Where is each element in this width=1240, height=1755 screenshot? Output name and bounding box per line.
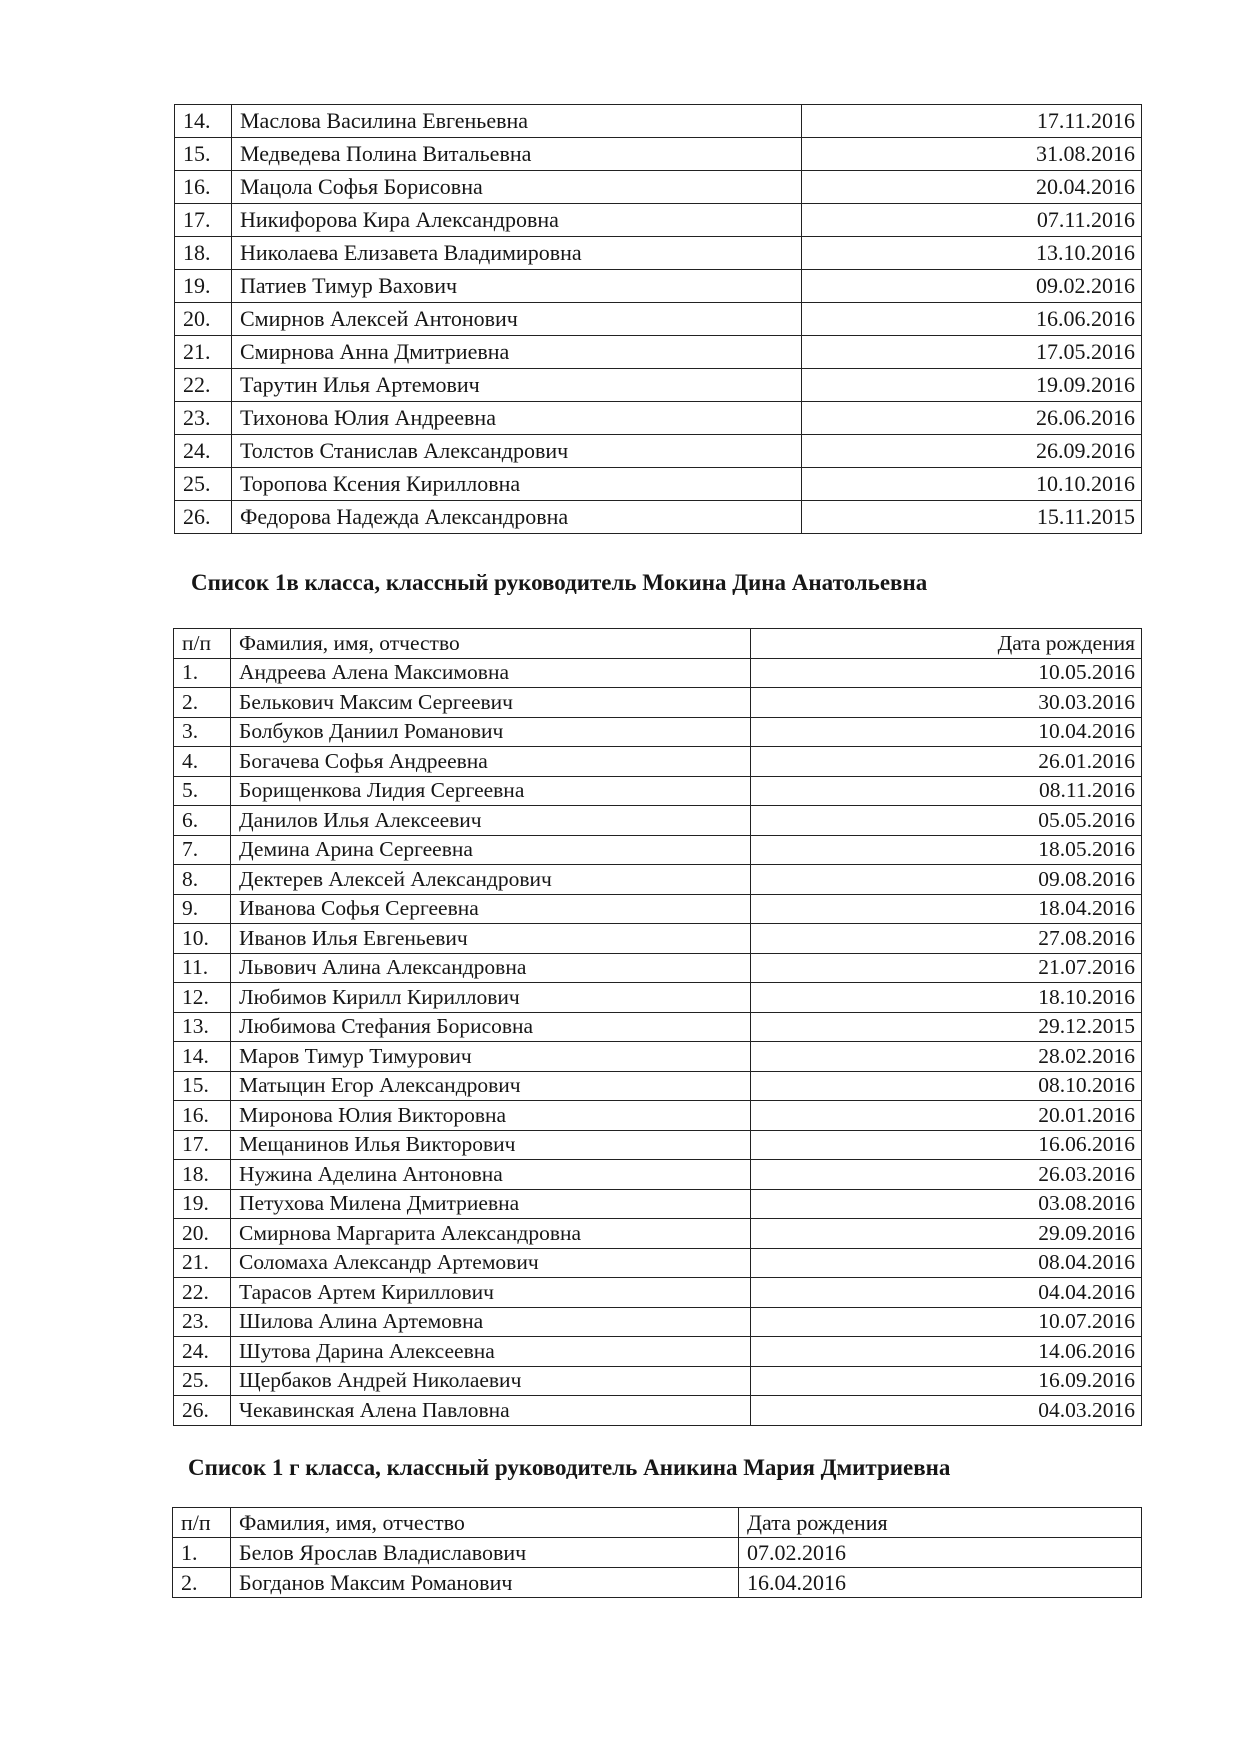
student-name: Иванов Илья Евгеньевич	[231, 924, 751, 954]
row-number: 17.	[175, 204, 232, 237]
birth-date: 18.05.2016	[751, 835, 1142, 865]
row-number: 18.	[175, 237, 232, 270]
birth-date: 19.09.2016	[802, 369, 1142, 402]
table-row	[174, 658, 1142, 688]
column-header-num: п/п	[173, 1508, 231, 1538]
birth-date: 04.03.2016	[751, 1396, 1142, 1426]
birth-date: 30.03.2016	[751, 688, 1142, 718]
birth-date: 05.05.2016	[751, 806, 1142, 836]
table-row	[174, 776, 1142, 806]
student-name: Николаева Елизавета Владимировна	[232, 237, 802, 270]
class-1b-table-continued	[174, 104, 1142, 534]
row-number: 19.	[174, 1189, 231, 1219]
row-number: 25.	[175, 468, 232, 501]
birth-date: 16.06.2016	[802, 303, 1142, 336]
birth-date: 27.08.2016	[751, 924, 1142, 954]
birth-date: 26.09.2016	[802, 435, 1142, 468]
birth-date: 10.05.2016	[751, 658, 1142, 688]
table-row	[174, 806, 1142, 836]
table-row	[174, 1042, 1142, 1072]
student-name: Любимов Кирилл Кириллович	[231, 983, 751, 1013]
birth-date: 07.11.2016	[802, 204, 1142, 237]
table-row	[174, 1189, 1142, 1219]
birth-date: 16.04.2016	[739, 1568, 1142, 1598]
table-row	[175, 369, 1142, 402]
row-number: 22.	[174, 1278, 231, 1308]
birth-date: 18.10.2016	[751, 983, 1142, 1013]
student-name: Богданов Максим Романович	[231, 1568, 739, 1598]
row-number: 5.	[174, 776, 231, 806]
row-number: 15.	[175, 138, 232, 171]
table-row	[175, 237, 1142, 270]
birth-date: 09.02.2016	[802, 270, 1142, 303]
birth-date: 26.03.2016	[751, 1160, 1142, 1190]
student-name: Богачева Софья Андреевна	[231, 747, 751, 777]
row-number: 21.	[175, 336, 232, 369]
table-row	[174, 1396, 1142, 1426]
birth-date: 26.06.2016	[802, 402, 1142, 435]
row-number: 23.	[175, 402, 232, 435]
table-row	[175, 138, 1142, 171]
row-number: 22.	[175, 369, 232, 402]
class-1v-table-body	[174, 658, 1142, 1425]
row-number: 20.	[174, 1219, 231, 1249]
student-name: Шилова Алина Артемовна	[231, 1307, 751, 1337]
student-name: Петухова Милена Дмитриевна	[231, 1189, 751, 1219]
birth-date: 15.11.2015	[802, 501, 1142, 534]
table-row	[174, 865, 1142, 895]
table-row	[174, 1101, 1142, 1131]
column-header-dob: Дата рождения	[751, 629, 1142, 659]
table-row	[174, 1130, 1142, 1160]
student-name: Дектерев Алексей Александрович	[231, 865, 751, 895]
row-number: 23.	[174, 1307, 231, 1337]
table-row	[175, 204, 1142, 237]
student-name: Тарутин Илья Артемович	[232, 369, 802, 402]
column-header-dob: Дата рождения	[739, 1508, 1142, 1538]
table-row	[175, 303, 1142, 336]
student-name: Мацола Софья Борисовна	[232, 171, 802, 204]
row-number: 1.	[174, 658, 231, 688]
table-row	[174, 894, 1142, 924]
birth-date: 10.10.2016	[802, 468, 1142, 501]
birth-date: 20.01.2016	[751, 1101, 1142, 1131]
student-name: Данилов Илья Алексеевич	[231, 806, 751, 836]
row-number: 2.	[173, 1568, 231, 1598]
table-row	[174, 1071, 1142, 1101]
birth-date: 08.11.2016	[751, 776, 1142, 806]
student-name: Нужина Аделина Антоновна	[231, 1160, 751, 1190]
table-row	[174, 688, 1142, 718]
class-1v-table	[173, 628, 1142, 1426]
birth-date: 14.06.2016	[751, 1337, 1142, 1367]
birth-date: 31.08.2016	[802, 138, 1142, 171]
row-number: 26.	[175, 501, 232, 534]
table-row	[174, 953, 1142, 983]
table-row	[174, 924, 1142, 954]
row-number: 24.	[174, 1337, 231, 1367]
row-number: 9.	[174, 894, 231, 924]
birth-date: 16.06.2016	[751, 1130, 1142, 1160]
table-row	[174, 1219, 1142, 1249]
birth-date: 04.04.2016	[751, 1278, 1142, 1308]
birth-date: 17.05.2016	[802, 336, 1142, 369]
student-name: Миронова Юлия Викторовна	[231, 1101, 751, 1131]
table-row	[175, 501, 1142, 534]
row-number: 14.	[174, 1042, 231, 1072]
column-header-name: Фамилия, имя, отчество	[231, 629, 751, 659]
student-name: Тихонова Юлия Андреевна	[232, 402, 802, 435]
student-name: Белькович Максим Сергеевич	[231, 688, 751, 718]
student-name: Медведева Полина Витальевна	[232, 138, 802, 171]
row-number: 11.	[174, 953, 231, 983]
row-number: 6.	[174, 806, 231, 836]
row-number: 24.	[175, 435, 232, 468]
table-row	[173, 1538, 1142, 1568]
row-number: 2.	[174, 688, 231, 718]
table-row	[175, 336, 1142, 369]
student-name: Щербаков Андрей Николаевич	[231, 1366, 751, 1396]
class-1g-table-body	[173, 1538, 1142, 1598]
column-header-name: Фамилия, имя, отчество	[231, 1508, 739, 1538]
table-row	[174, 1337, 1142, 1367]
birth-date: 17.11.2016	[802, 105, 1142, 138]
student-name: Мещанинов Илья Викторович	[231, 1130, 751, 1160]
table-header-row	[174, 629, 1142, 659]
student-name: Шутова Дарина Алексеевна	[231, 1337, 751, 1367]
student-name: Борищенкова Лидия Сергеевна	[231, 776, 751, 806]
table-row	[174, 835, 1142, 865]
table-row	[175, 270, 1142, 303]
student-name: Смирнова Анна Дмитриевна	[232, 336, 802, 369]
student-name: Патиев Тимур Вахович	[232, 270, 802, 303]
table-row	[174, 747, 1142, 777]
row-number: 3.	[174, 717, 231, 747]
student-name: Тарасов Артем Кириллович	[231, 1278, 751, 1308]
row-number: 8.	[174, 865, 231, 895]
table-row	[174, 717, 1142, 747]
student-name: Демина Арина Сергеевна	[231, 835, 751, 865]
birth-date: 29.12.2015	[751, 1012, 1142, 1042]
table-row	[175, 402, 1142, 435]
birth-date: 08.10.2016	[751, 1071, 1142, 1101]
student-name: Любимова Стефания Борисовна	[231, 1012, 751, 1042]
table-row	[175, 468, 1142, 501]
table-row	[173, 1568, 1142, 1598]
student-name: Федорова Надежда Александровна	[232, 501, 802, 534]
row-number: 16.	[175, 171, 232, 204]
row-number: 4.	[174, 747, 231, 777]
row-number: 16.	[174, 1101, 231, 1131]
table-row	[175, 105, 1142, 138]
student-name: Смирнова Маргарита Александровна	[231, 1219, 751, 1249]
column-header-num: п/п	[174, 629, 231, 659]
birth-date: 21.07.2016	[751, 953, 1142, 983]
student-name: Андреева Алена Максимовна	[231, 658, 751, 688]
table-row	[174, 1366, 1142, 1396]
row-number: 14.	[175, 105, 232, 138]
row-number: 19.	[175, 270, 232, 303]
table-row	[175, 435, 1142, 468]
birth-date: 07.02.2016	[739, 1538, 1142, 1568]
row-number: 17.	[174, 1130, 231, 1160]
row-number: 20.	[175, 303, 232, 336]
row-number: 12.	[174, 983, 231, 1013]
birth-date: 13.10.2016	[802, 237, 1142, 270]
table-row	[175, 171, 1142, 204]
class-1g-table	[172, 1507, 1142, 1598]
birth-date: 26.01.2016	[751, 747, 1142, 777]
row-number: 21.	[174, 1248, 231, 1278]
student-name: Чекавинская Алена Павловна	[231, 1396, 751, 1426]
table-row	[174, 1012, 1142, 1042]
student-name: Торопова Ксения Кирилловна	[232, 468, 802, 501]
class-1g-heading: Список 1 г класса, классный руководитель Аникина Мария Дмитриевна	[188, 1455, 951, 1480]
birth-date: 28.02.2016	[751, 1042, 1142, 1072]
birth-date: 08.04.2016	[751, 1248, 1142, 1278]
row-number: 25.	[174, 1366, 231, 1396]
birth-date: 10.04.2016	[751, 717, 1142, 747]
table-row	[174, 983, 1142, 1013]
birth-date: 09.08.2016	[751, 865, 1142, 895]
student-name: Болбуков Даниил Романович	[231, 717, 751, 747]
student-name: Белов Ярослав Владиславович	[231, 1538, 739, 1568]
student-name: Маслова Василина Евгеньевна	[232, 105, 802, 138]
row-number: 18.	[174, 1160, 231, 1190]
student-name: Соломаха Александр Артемович	[231, 1248, 751, 1278]
birth-date: 18.04.2016	[751, 894, 1142, 924]
row-number: 10.	[174, 924, 231, 954]
row-number: 13.	[174, 1012, 231, 1042]
birth-date: 16.09.2016	[751, 1366, 1142, 1396]
student-name: Толстов Станислав Александрович	[232, 435, 802, 468]
row-number: 7.	[174, 835, 231, 865]
row-number: 26.	[174, 1396, 231, 1426]
student-name: Никифорова Кира Александровна	[232, 204, 802, 237]
class-1v-heading: Список 1в класса, классный руководитель Мокина Дина Анатольевна	[191, 570, 928, 595]
row-number: 15.	[174, 1071, 231, 1101]
table-header-row	[173, 1508, 1142, 1538]
birth-date: 29.09.2016	[751, 1219, 1142, 1249]
table-row	[174, 1278, 1142, 1308]
table-row	[174, 1160, 1142, 1190]
table-row	[174, 1307, 1142, 1337]
birth-date: 20.04.2016	[802, 171, 1142, 204]
student-name: Смирнов Алексей Антонович	[232, 303, 802, 336]
birth-date: 10.07.2016	[751, 1307, 1142, 1337]
student-name: Львович Алина Александровна	[231, 953, 751, 983]
student-name: Иванова Софья Сергеевна	[231, 894, 751, 924]
student-name: Матыцин Егор Александрович	[231, 1071, 751, 1101]
student-name: Маров Тимур Тимурович	[231, 1042, 751, 1072]
table-row	[174, 1248, 1142, 1278]
birth-date: 03.08.2016	[751, 1189, 1142, 1219]
class-1b-table-body	[175, 105, 1142, 534]
row-number: 1.	[173, 1538, 231, 1568]
